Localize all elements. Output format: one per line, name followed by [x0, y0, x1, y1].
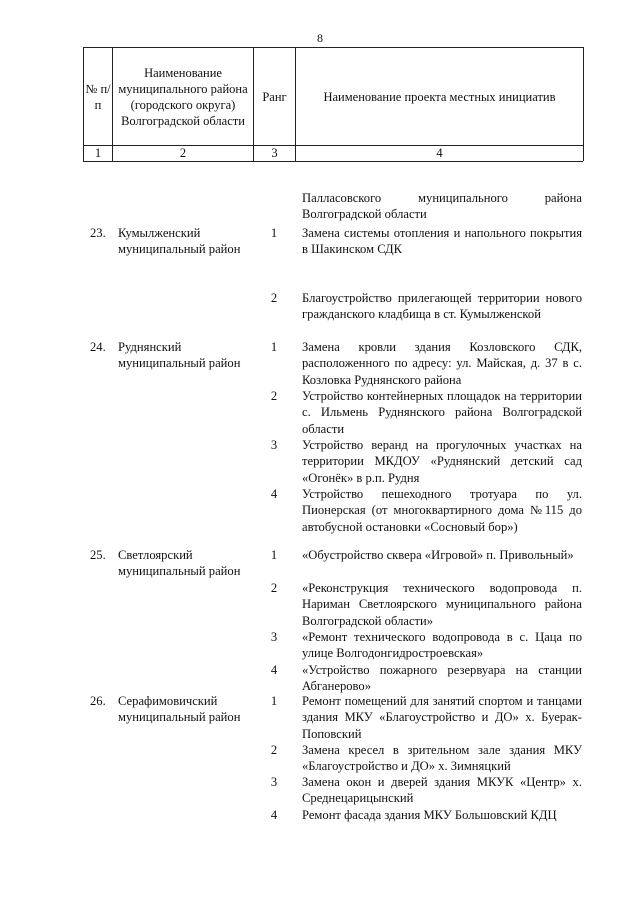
column-number-4: 4: [436, 146, 443, 160]
col-border-right: [583, 47, 584, 161]
column-numbers-divider: [83, 161, 583, 162]
district-name: Серафимовичский муниципальный район: [118, 694, 241, 725]
project-text: Замена кресел в зрительном зале здания МКУ «Благоустройство и ДО» х. Зимняцкий: [302, 743, 582, 774]
project-text: «Устройство пожарного резервуара на станции Абганерово»: [302, 663, 582, 694]
district-number: 24.: [90, 340, 106, 354]
project-rank: 4: [270, 808, 278, 822]
project-rank: 2: [270, 743, 278, 757]
continuation-text: Палласовского муниципального района Волгоградской области: [302, 191, 582, 222]
project-text: Благоустройство прилегающей территории нового гражданского кладбища в ст. Кумылженской: [302, 291, 582, 322]
project-rank: 3: [270, 438, 278, 452]
district-number: 26.: [90, 694, 106, 708]
project-rank: 3: [270, 630, 278, 644]
project-text: Замена окон и дверей здания МКУК «Центр» х. Среднецарицынский: [302, 775, 582, 806]
project-text: Ремонт помещений для занятий спортом и танцами здания МКУ «Благоустройство и ДО» х. Буерак-Поповский: [302, 694, 582, 741]
column-number-3: 3: [271, 146, 278, 160]
project-text: Замена системы отопления и напольного покрытия в Шакинском СДК: [302, 226, 582, 257]
column-number-1: 1: [94, 146, 102, 160]
project-text: Устройство веранд на прогулочных участках на территории МКДОУ «Руднянский детский сад «Огонёк» в р.п. Рудня: [302, 438, 582, 485]
district-number: 25.: [90, 548, 106, 562]
project-text: Замена кровли здания Козловского СДК, расположенного по адресу: ул. Майская, д. 37 в с. Козловка Руднянского района: [302, 340, 582, 387]
project-text: «Ремонт технического водопровода в с. Цаца по улице Волгодонгидростроевская»: [302, 630, 582, 661]
project-rank: 1: [270, 340, 278, 354]
page-number: 8: [317, 31, 323, 45]
project-rank: 1: [270, 226, 278, 240]
project-rank: 2: [270, 581, 278, 595]
header-number: № п/п: [85, 81, 111, 112]
project-rank: 1: [270, 694, 278, 708]
project-text: «Обустройство сквера «Игровой» п. Привольный»: [302, 548, 574, 562]
project-text: Устройство пешеходного тротуара по ул. Пионерская (от многоквартирного дома №115 до автобусной остановки «Сосновый бор»): [302, 487, 582, 534]
project-text: «Реконструкция технического водопровода п. Нариман Светлоярского муниципального района Волгоградской области»: [302, 581, 582, 628]
header-rank: Ранг: [262, 89, 287, 104]
header-project: Наименование проекта местных инициатив: [323, 89, 556, 104]
project-text: Ремонт фасада здания МКУ Большовский КДЦ: [302, 808, 557, 822]
project-rank: 1: [270, 548, 278, 562]
column-number-2: 2: [179, 146, 187, 160]
project-text: Устройство контейнерных площадок на территории с. Ильмень Руднянского района Волгоградской области: [302, 389, 582, 436]
district-number: 23.: [90, 226, 106, 240]
project-rank: 2: [270, 389, 278, 403]
project-rank: 2: [270, 291, 278, 305]
project-rank: 4: [270, 663, 278, 677]
district-name: Руднянский муниципальный район: [118, 340, 241, 371]
project-rank: 3: [270, 775, 278, 789]
district-name: Кумылженский муниципальный район: [118, 226, 241, 257]
header-district: Наименование муниципального района (городского округа) Волгоградской области: [118, 65, 248, 128]
project-rank: 4: [270, 487, 278, 501]
district-name: Светлоярский муниципальный район: [118, 548, 241, 579]
